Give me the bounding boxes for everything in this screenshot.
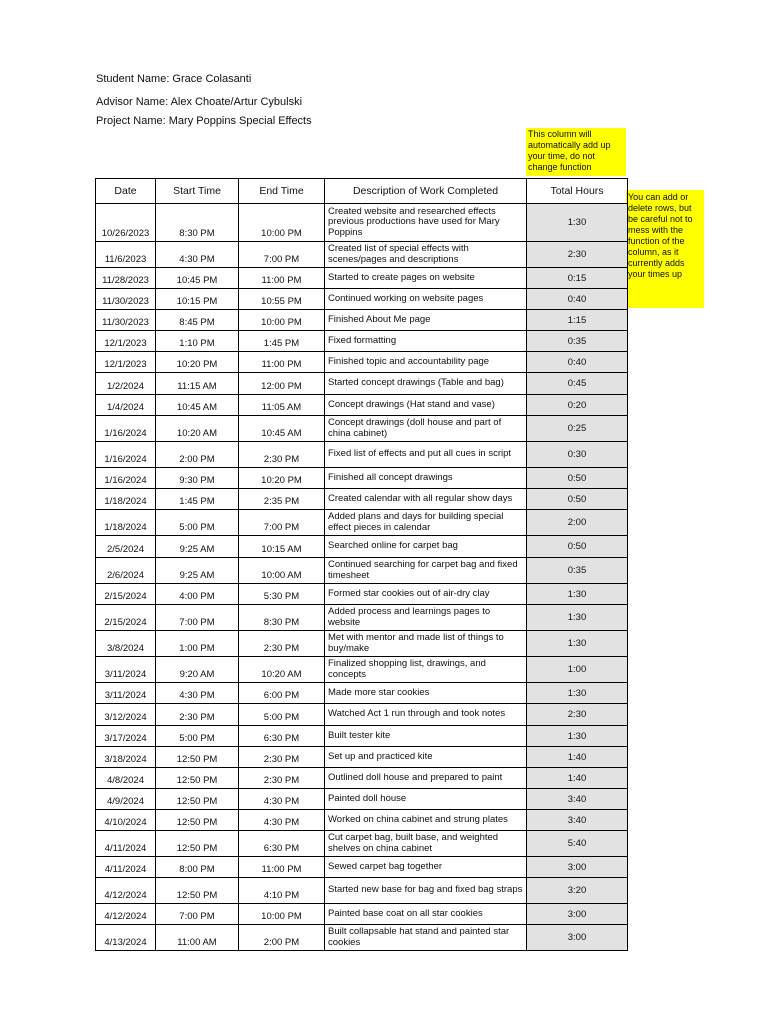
start-time-cell[interactable]: 12:50 PM [156, 789, 239, 810]
date-cell[interactable]: 3/11/2024 [96, 657, 156, 683]
date-cell[interactable]: 10/26/2023 [96, 204, 156, 242]
date-cell[interactable]: 11/28/2023 [96, 268, 156, 289]
end-time-cell[interactable]: 10:00 PM [239, 204, 325, 242]
start-time-cell[interactable]: 4:30 PM [156, 242, 239, 268]
start-time-cell[interactable]: 5:00 PM [156, 510, 239, 536]
table-row [96, 510, 628, 536]
date-cell[interactable]: 3/11/2024 [96, 683, 156, 704]
table-body [96, 204, 628, 951]
total-hours-cell[interactable]: 0:50 [527, 536, 628, 558]
total-hours-cell[interactable]: 1:30 [527, 726, 628, 747]
table-row [96, 878, 628, 904]
table-row [96, 489, 628, 510]
total-hours-cell[interactable]: 2:30 [527, 704, 628, 726]
end-time-cell[interactable]: 10:00 PM [239, 904, 325, 925]
date-cell[interactable]: 4/13/2024 [96, 925, 156, 951]
table-row [96, 442, 628, 468]
end-time-cell[interactable]: 10:00 PM [239, 310, 325, 331]
total-hours-cell[interactable]: 1:40 [527, 747, 628, 768]
description-cell[interactable]: Continued working on website pages [325, 289, 527, 310]
total-hours-cell[interactable]: 0:45 [527, 373, 628, 395]
date-cell[interactable]: 1/16/2024 [96, 416, 156, 442]
rows-note: You can add or delete rows, but be careful not to mess with the function of the column, as it currently adds your times up [626, 190, 704, 308]
table-row [96, 536, 628, 558]
table-row [96, 268, 628, 289]
total-hours-cell[interactable]: 3:00 [527, 857, 628, 878]
date-cell[interactable]: 2/5/2024 [96, 536, 156, 558]
start-time-cell[interactable]: 8:30 PM [156, 204, 239, 242]
total-hours-cell[interactable]: 1:00 [527, 657, 628, 683]
start-time-cell[interactable]: 9:25 AM [156, 558, 239, 584]
date-cell[interactable]: 4/12/2024 [96, 878, 156, 904]
date-cell[interactable]: 1/16/2024 [96, 442, 156, 468]
description-cell[interactable]: Formed star cookies out of air-dry clay [325, 584, 527, 605]
start-time-cell[interactable]: 2:00 PM [156, 442, 239, 468]
description-cell[interactable]: Built collapsable hat stand and painted star cookies [325, 925, 527, 951]
table-row [96, 331, 628, 352]
date-cell[interactable]: 11/6/2023 [96, 242, 156, 268]
table-row [96, 242, 628, 268]
start-time-cell[interactable]: 10:20 AM [156, 416, 239, 442]
end-time-cell[interactable]: 7:00 PM [239, 510, 325, 536]
end-time-cell[interactable]: 5:30 PM [239, 584, 325, 605]
total-hours-cell[interactable]: 0:40 [527, 289, 628, 310]
total-hours-cell[interactable]: 3:20 [527, 878, 628, 904]
total-hours-cell[interactable]: 0:35 [527, 331, 628, 352]
start-time-cell[interactable]: 10:45 PM [156, 268, 239, 289]
date-cell[interactable]: 1/16/2024 [96, 468, 156, 489]
date-cell[interactable]: 11/30/2023 [96, 289, 156, 310]
table-row [96, 704, 628, 726]
end-time-cell[interactable]: 7:00 PM [239, 242, 325, 268]
description-cell[interactable]: Painted base coat on all star cookies [325, 904, 527, 925]
total-hours-cell[interactable]: 0:20 [527, 395, 628, 416]
start-time-cell[interactable]: 1:10 PM [156, 331, 239, 352]
end-time-cell[interactable]: 2:30 PM [239, 631, 325, 657]
start-time-cell[interactable]: 9:25 AM [156, 536, 239, 558]
description-cell[interactable]: Created calendar with all regular show days [325, 489, 527, 510]
table-row [96, 605, 628, 631]
total-column-note: This column will automatically add up your time, do not change function [526, 128, 626, 176]
start-time-cell[interactable]: 1:00 PM [156, 631, 239, 657]
header-start-time: Start Time [156, 179, 239, 204]
table-header-row [96, 179, 628, 204]
end-time-cell[interactable]: 4:30 PM [239, 789, 325, 810]
table-row [96, 558, 628, 584]
header-description: Description of Work Completed [325, 179, 527, 204]
table-row [96, 289, 628, 310]
date-cell[interactable]: 12/1/2023 [96, 331, 156, 352]
end-time-cell[interactable]: 5:00 PM [239, 704, 325, 726]
header-total-hours: Total Hours [527, 179, 628, 204]
total-hours-cell[interactable]: 3:00 [527, 925, 628, 951]
advisor-name: Advisor Name: Alex Choate/Artur Cybulski [96, 96, 303, 108]
table-row [96, 204, 628, 242]
table-row [96, 789, 628, 810]
start-time-cell[interactable]: 9:30 PM [156, 468, 239, 489]
date-cell[interactable]: 1/4/2024 [96, 395, 156, 416]
description-cell[interactable]: Painted doll house [325, 789, 527, 810]
description-cell[interactable]: Finalized shopping list, drawings, and concepts [325, 657, 527, 683]
start-time-cell[interactable]: 12:50 PM [156, 768, 239, 789]
header-end-time: End Time [239, 179, 325, 204]
total-hours-cell[interactable]: 0:50 [527, 489, 628, 510]
student-name: Student Name: Grace Colasanti [96, 73, 252, 85]
end-time-cell[interactable]: 2:30 PM [239, 442, 325, 468]
start-time-cell[interactable]: 10:45 AM [156, 395, 239, 416]
description-cell[interactable]: Met with mentor and made list of things to buy/make [325, 631, 527, 657]
end-time-cell[interactable]: 1:45 PM [239, 331, 325, 352]
description-cell[interactable]: Outlined doll house and prepared to paint [325, 768, 527, 789]
start-time-cell[interactable]: 7:00 PM [156, 904, 239, 925]
table-row [96, 683, 628, 704]
description-cell[interactable]: Searched online for carpet bag [325, 536, 527, 558]
description-cell[interactable]: Started concept drawings (Table and bag) [325, 373, 527, 395]
description-cell[interactable]: Set up and practiced kite [325, 747, 527, 768]
total-hours-cell[interactable]: 2:30 [527, 242, 628, 268]
end-time-cell[interactable]: 11:00 PM [239, 268, 325, 289]
end-time-cell[interactable]: 12:00 PM [239, 373, 325, 395]
date-cell[interactable]: 1/18/2024 [96, 510, 156, 536]
date-cell[interactable]: 3/12/2024 [96, 704, 156, 726]
description-cell[interactable]: Added process and learnings pages to website [325, 605, 527, 631]
description-cell[interactable]: Fixed formatting [325, 331, 527, 352]
description-cell[interactable]: Fixed list of effects and put all cues in script [325, 442, 527, 468]
start-time-cell[interactable]: 10:20 PM [156, 352, 239, 373]
description-cell[interactable]: Finished topic and accountability page [325, 352, 527, 373]
description-cell[interactable]: Built tester kite [325, 726, 527, 747]
date-cell[interactable]: 4/12/2024 [96, 904, 156, 925]
date-cell[interactable]: 4/9/2024 [96, 789, 156, 810]
start-time-cell[interactable]: 12:50 PM [156, 747, 239, 768]
start-time-cell[interactable]: 5:00 PM [156, 726, 239, 747]
start-time-cell[interactable]: 7:00 PM [156, 605, 239, 631]
end-time-cell[interactable]: 2:30 PM [239, 747, 325, 768]
total-hours-cell[interactable]: 0:15 [527, 268, 628, 289]
start-time-cell[interactable]: 4:30 PM [156, 683, 239, 704]
total-hours-cell[interactable]: 1:30 [527, 584, 628, 605]
table-row [96, 747, 628, 768]
description-cell[interactable]: Concept drawings (Hat stand and vase) [325, 395, 527, 416]
start-time-cell[interactable]: 10:15 PM [156, 289, 239, 310]
table-row [96, 810, 628, 831]
time-log-table [95, 178, 628, 951]
description-cell[interactable]: Started new base for bag and fixed bag straps [325, 878, 527, 904]
total-hours-cell[interactable]: 0:40 [527, 352, 628, 373]
description-cell[interactable]: Continued searching for carpet bag and fixed timesheet [325, 558, 527, 584]
project-name: Project Name: Mary Poppins Special Effects [96, 115, 312, 127]
description-cell[interactable]: Cut carpet bag, built base, and weighted shelves on china cabinet [325, 831, 527, 857]
start-time-cell[interactable]: 8:00 PM [156, 857, 239, 878]
table-row [96, 925, 628, 951]
total-hours-cell[interactable]: 1:40 [527, 768, 628, 789]
end-time-cell[interactable]: 10:55 PM [239, 289, 325, 310]
total-hours-cell[interactable]: 0:35 [527, 558, 628, 584]
end-time-cell[interactable]: 8:30 PM [239, 605, 325, 631]
total-hours-cell[interactable]: 2:00 [527, 510, 628, 536]
start-time-cell[interactable]: 11:15 AM [156, 373, 239, 395]
table-row [96, 395, 628, 416]
date-cell[interactable]: 2/6/2024 [96, 558, 156, 584]
total-hours-cell[interactable]: 1:30 [527, 204, 628, 242]
end-time-cell[interactable]: 2:30 PM [239, 768, 325, 789]
table-row [96, 310, 628, 331]
start-time-cell[interactable]: 2:30 PM [156, 704, 239, 726]
total-hours-cell[interactable]: 3:00 [527, 904, 628, 925]
total-hours-cell[interactable]: 0:30 [527, 442, 628, 468]
description-cell[interactable]: Started to create pages on website [325, 268, 527, 289]
table-row [96, 416, 628, 442]
end-time-cell[interactable]: 6:30 PM [239, 831, 325, 857]
description-cell[interactable]: Made more star cookies [325, 683, 527, 704]
date-cell[interactable]: 11/30/2023 [96, 310, 156, 331]
start-time-cell[interactable]: 12:50 PM [156, 810, 239, 831]
start-time-cell[interactable]: 11:00 AM [156, 925, 239, 951]
start-time-cell[interactable]: 8:45 PM [156, 310, 239, 331]
end-time-cell[interactable]: 2:35 PM [239, 489, 325, 510]
end-time-cell[interactable]: 4:10 PM [239, 878, 325, 904]
description-cell[interactable]: Finished all concept drawings [325, 468, 527, 489]
start-time-cell[interactable]: 9:20 AM [156, 657, 239, 683]
total-hours-cell[interactable]: 1:15 [527, 310, 628, 331]
date-cell[interactable]: 4/11/2024 [96, 857, 156, 878]
date-cell[interactable]: 1/2/2024 [96, 373, 156, 395]
date-cell[interactable]: 2/15/2024 [96, 605, 156, 631]
total-hours-cell[interactable]: 3:40 [527, 810, 628, 831]
table-row [96, 857, 628, 878]
start-time-cell[interactable]: 12:50 PM [156, 831, 239, 857]
table-row [96, 657, 628, 683]
end-time-cell[interactable]: 6:00 PM [239, 683, 325, 704]
table-row [96, 768, 628, 789]
total-hours-cell[interactable]: 0:50 [527, 468, 628, 489]
date-cell[interactable]: 4/11/2024 [96, 831, 156, 857]
total-hours-cell[interactable]: 0:25 [527, 416, 628, 442]
description-cell[interactable]: Concept drawings (doll house and part of china cabinet) [325, 416, 527, 442]
start-time-cell[interactable]: 4:00 PM [156, 584, 239, 605]
description-cell[interactable]: Watched Act 1 run through and took notes [325, 704, 527, 726]
end-time-cell[interactable]: 4:30 PM [239, 810, 325, 831]
total-hours-cell[interactable]: 1:30 [527, 683, 628, 704]
total-hours-cell[interactable]: 1:30 [527, 605, 628, 631]
date-cell[interactable]: 4/10/2024 [96, 810, 156, 831]
description-cell[interactable]: Created website and researched effects previous productions have used for Mary Poppins [325, 204, 527, 242]
date-cell[interactable]: 12/1/2023 [96, 352, 156, 373]
description-cell[interactable]: Worked on china cabinet and strung plates [325, 810, 527, 831]
total-hours-cell[interactable]: 3:40 [527, 789, 628, 810]
date-cell[interactable]: 3/18/2024 [96, 747, 156, 768]
description-cell[interactable]: Finished About Me page [325, 310, 527, 331]
total-hours-cell[interactable]: 5:40 [527, 831, 628, 857]
table-row [96, 584, 628, 605]
end-time-cell[interactable]: 10:15 AM [239, 536, 325, 558]
date-cell[interactable]: 3/17/2024 [96, 726, 156, 747]
end-time-cell[interactable]: 10:20 AM [239, 657, 325, 683]
end-time-cell[interactable]: 11:00 PM [239, 857, 325, 878]
date-cell[interactable]: 3/8/2024 [96, 631, 156, 657]
table-row [96, 468, 628, 489]
table-row [96, 726, 628, 747]
date-cell[interactable]: 2/15/2024 [96, 584, 156, 605]
table-row [96, 904, 628, 925]
end-time-cell[interactable]: 2:00 PM [239, 925, 325, 951]
end-time-cell[interactable]: 6:30 PM [239, 726, 325, 747]
date-cell[interactable]: 1/18/2024 [96, 489, 156, 510]
total-hours-cell[interactable]: 1:30 [527, 631, 628, 657]
date-cell[interactable]: 4/8/2024 [96, 768, 156, 789]
table-row [96, 831, 628, 857]
description-cell[interactable]: Created list of special effects with scenes/pages and descriptions [325, 242, 527, 268]
end-time-cell[interactable]: 10:00 AM [239, 558, 325, 584]
end-time-cell[interactable]: 10:20 PM [239, 468, 325, 489]
start-time-cell[interactable]: 1:45 PM [156, 489, 239, 510]
end-time-cell[interactable]: 11:00 PM [239, 352, 325, 373]
end-time-cell[interactable]: 11:05 AM [239, 395, 325, 416]
table-row [96, 373, 628, 395]
description-cell[interactable]: Added plans and days for building special effect pieces in calendar [325, 510, 527, 536]
header-date: Date [96, 179, 156, 204]
end-time-cell[interactable]: 10:45 AM [239, 416, 325, 442]
description-cell[interactable]: Sewed carpet bag together [325, 857, 527, 878]
table-row [96, 631, 628, 657]
start-time-cell[interactable]: 12:50 PM [156, 878, 239, 904]
table-row [96, 352, 628, 373]
